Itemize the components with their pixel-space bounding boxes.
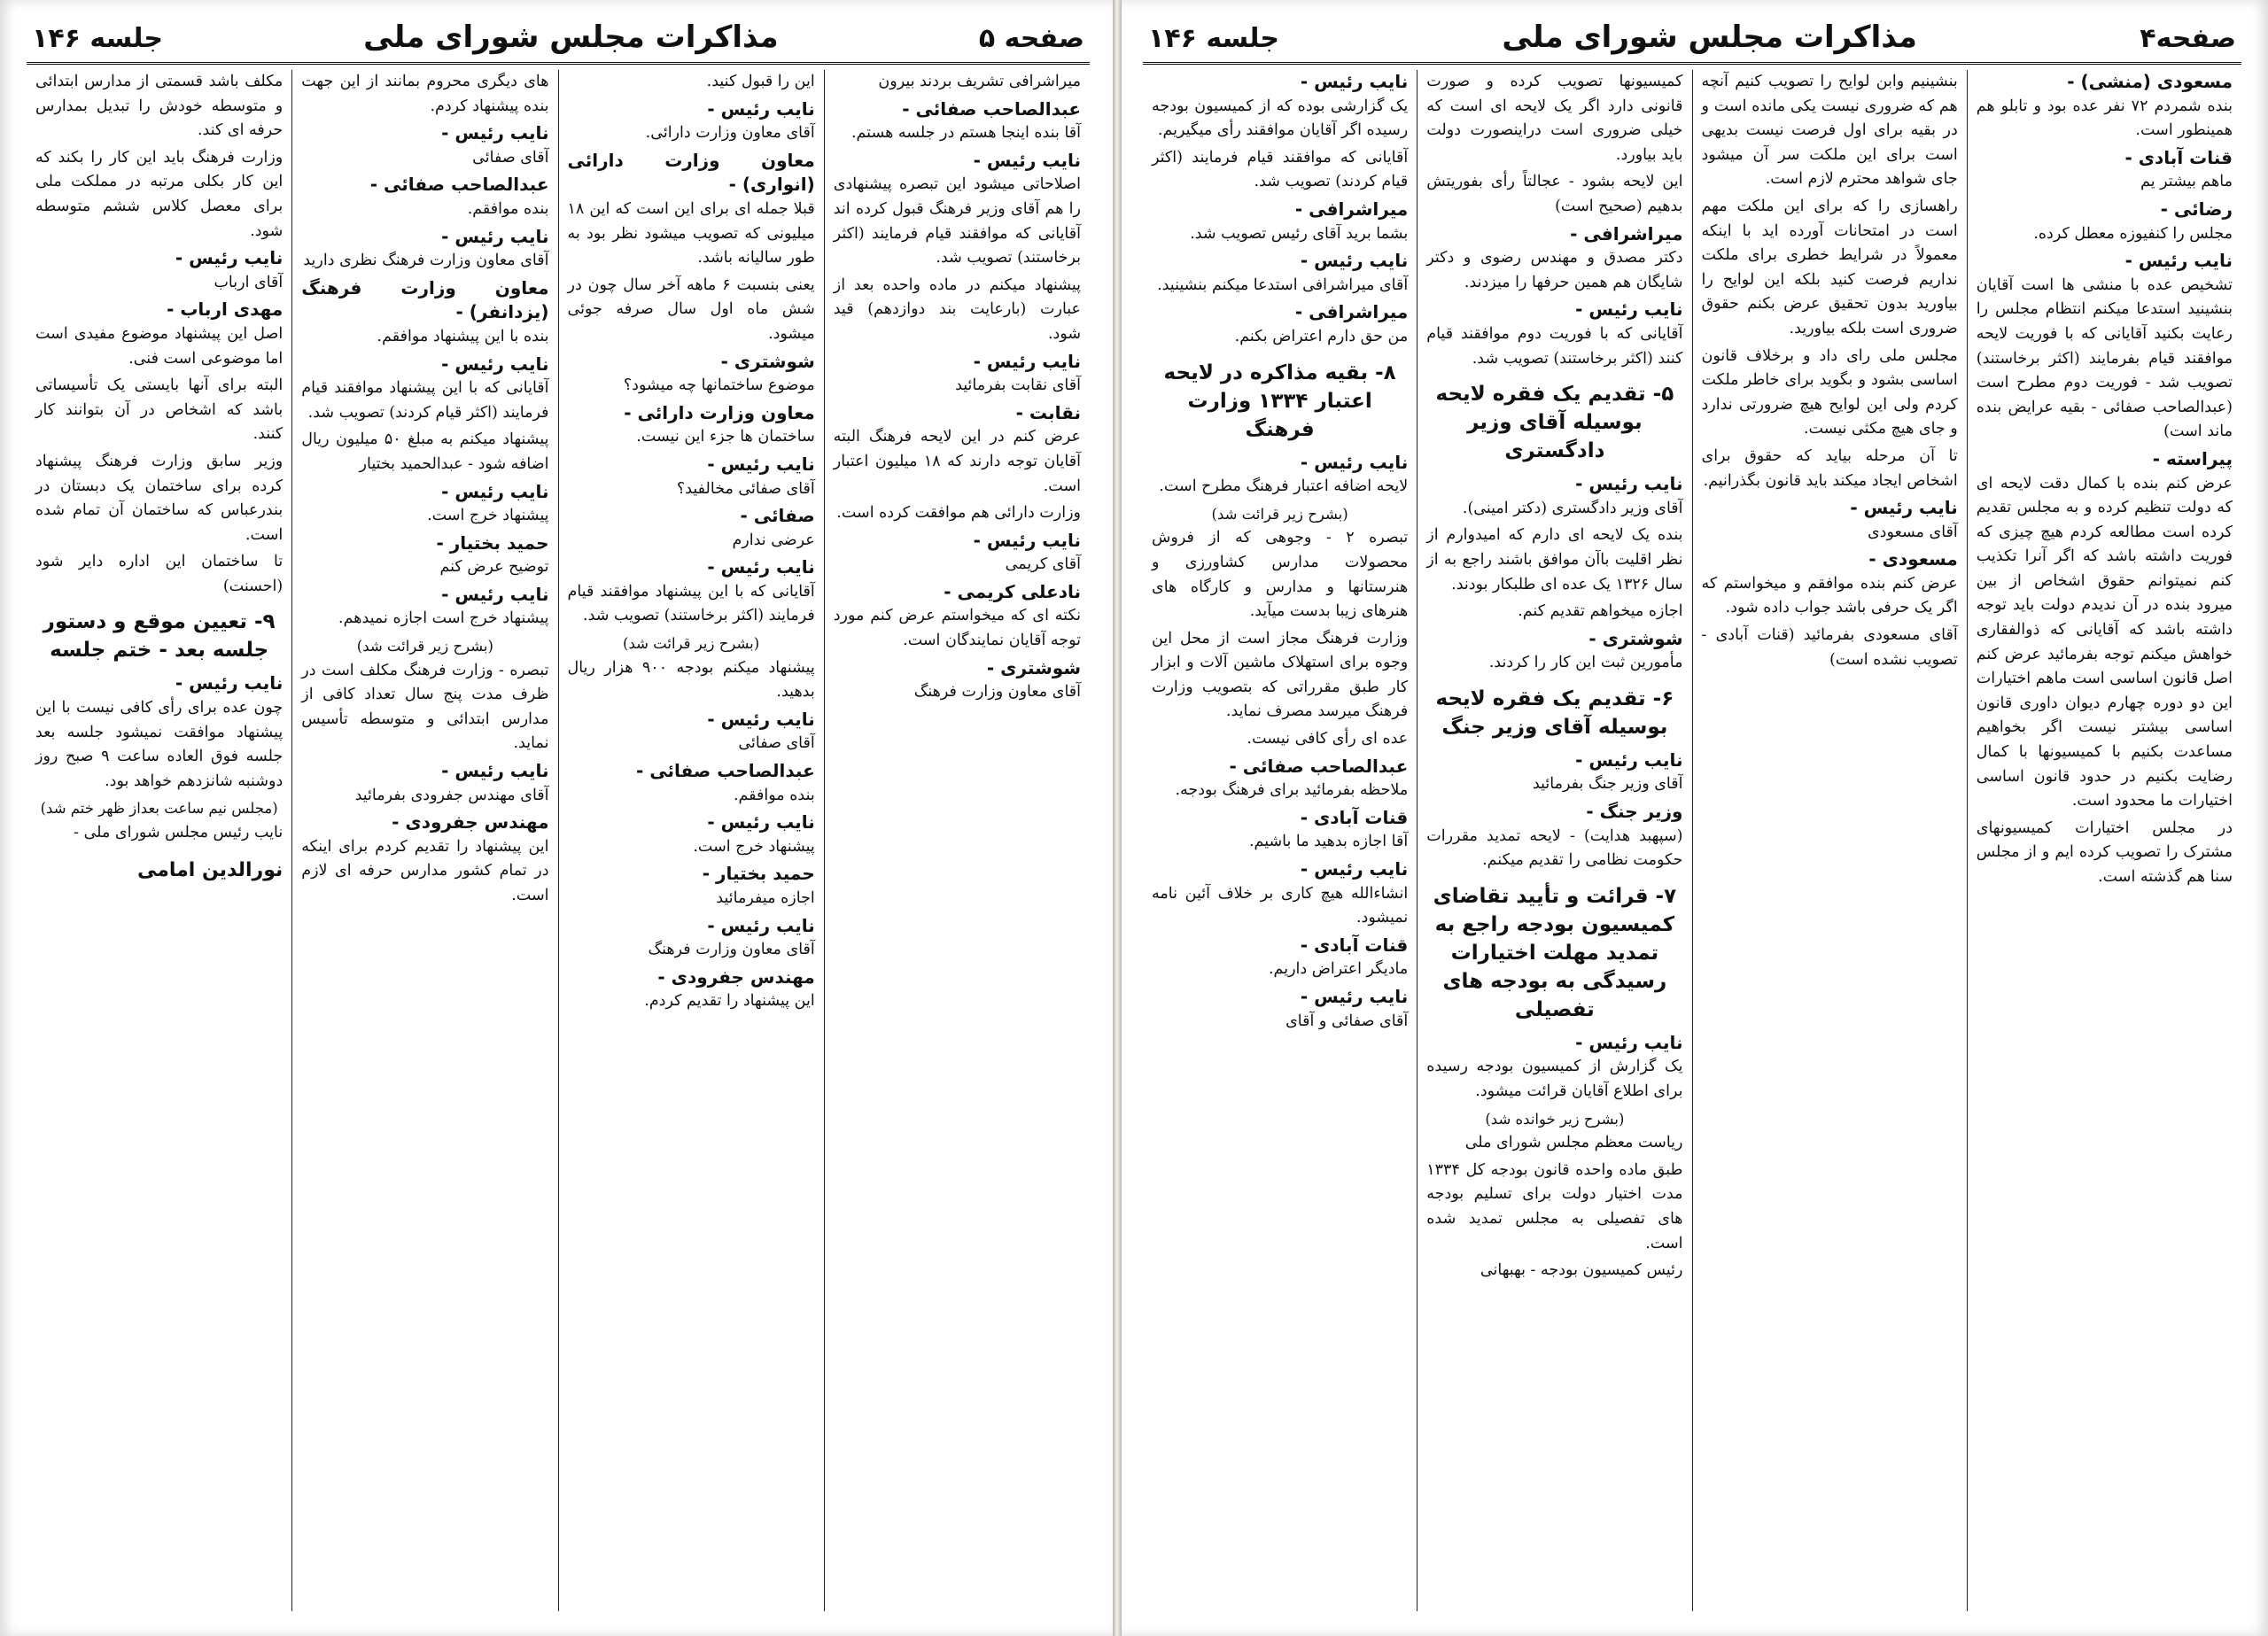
speaker-name: نایب رئیس -: [441, 122, 549, 144]
paragraph: پیشنهاد خرج است.: [693, 837, 815, 856]
paragraph: آقا اجازه بدهید ما باشیم.: [1248, 833, 1409, 851]
speaker-name: نقابت -: [1015, 401, 1081, 423]
paragraph: پیشنهاد میکنم به مبلغ ۵۰ میلیون ریال اضافه شود - عبدالحمید بختیار: [301, 430, 549, 473]
paragraph: های دیگری محروم بمانند از این جهت بنده پیشنهاد کردم.: [301, 73, 549, 115]
speaker-name: نایب رئیس -: [1575, 748, 1683, 771]
paragraph: نکته ای که میخواستم عرض کنم مورد توجه آقایان نمایندگان است.: [833, 607, 1081, 650]
session-number: جلسه ۱۴۶: [1148, 23, 1279, 54]
speaker-name: نایب رئیس -: [973, 529, 1081, 551]
speaker-name: میراشرافی -: [1294, 301, 1409, 323]
speaker-name: نایب رئیس -: [1850, 497, 1958, 519]
speaker-name: نایب رئیس -: [441, 583, 549, 605]
text-column: [824, 70, 1090, 1611]
parenthetical-note: (بشرح زیر قرائت شد): [1211, 505, 1348, 523]
column-group: [1143, 70, 2241, 1611]
paragraph: مأمورین ثبت این کار را کردند.: [1488, 654, 1683, 672]
text-column: [1967, 70, 2241, 1611]
speaker-name: نایب رئیس -: [441, 225, 549, 247]
paragraph: پیشنهاد خرج است.: [427, 507, 549, 525]
paragraph: عده ای رأی کافی نیست.: [1247, 730, 1409, 748]
page-header: [27, 16, 1090, 65]
paragraph: پیشنهاد خرج است اجازه نمیدهم.: [338, 609, 549, 628]
page-title: مذاکرات مجلس شورای ملی: [1502, 19, 1917, 55]
paragraph: آقای مهندس جفرودی بفرمائید: [354, 786, 549, 804]
paragraph: مجلس را کنفیوزه معطل کرده.: [2033, 224, 2233, 243]
paragraph: آقایانی که با این پیشنهاد موافقند قیام فرمایند (اکثر قیام کردند) تصویب شد.: [301, 379, 549, 422]
paragraph: در مجلس اختیارات کمیسیونهای مشترک را تصویب کرده ایم و از مجلس سنا هم گذشته است.: [1976, 818, 2233, 886]
paragraph: آقای معاون وزارت دارائی.: [645, 124, 815, 143]
speaker-name: معاون وزارت فرهنگ (یزدانفر) -: [301, 276, 549, 323]
column-group: [27, 70, 1090, 1611]
paragraph: من حق دارم اعتراض بکنم.: [1234, 327, 1409, 345]
speaker-name: شوشتری -: [720, 350, 815, 372]
paragraph: مادیگر اعتراض داریم.: [1268, 960, 1409, 979]
paragraph: البته برای آنها بایستی یک تأسیساتی باشد که اشخاص در آن بتوانند کار کنند.: [35, 376, 284, 444]
section-heading: ۶- تقدیم یک فقره لایحه بوسیله آقای وزیر جنگ: [1435, 686, 1674, 739]
paragraph: میراشرافی تشریف بردند بیرون: [878, 73, 1081, 90]
paragraph: یک گزارش از کمیسیون بودجه رسیده برای اطلاع آقایان قرائت میشود.: [1426, 1058, 1683, 1101]
paragraph: کمیسیونها تصویب کرده و صورت قانونی دارد اگر یک لایحه ای است که خیلی ضروری است دراینصورت دولت باید بیاورد.: [1426, 73, 1683, 164]
speaker-name: میراشرافی -: [1294, 198, 1409, 220]
paragraph: تبصره ۲ - وجوهی که از فروش محصولات مدارس کشاورزی و هنرستانها و مدارس و کارگاه های هنرهای زیبا بدست میآید.: [1152, 529, 1409, 621]
paragraph: بنده شمردم ۷۲ نفر عده بود و تابلو هم همینطور است.: [1976, 97, 2233, 140]
speaker-name: نایب رئیس -: [973, 149, 1081, 171]
speaker-name: مهدی ارباب -: [167, 299, 284, 321]
paragraph: یک گزارشی بوده که از کمیسیون بودجه رسیده اگر آقایان موافقند رأی میگیریم.: [1152, 97, 1409, 140]
paragraph: تبصره - وزارت فرهنگ مکلف است در ظرف مدت پنج سال تعداد کافی از مدارس ابتدائی و متوسطه تأسیس نماید.: [301, 661, 549, 753]
paragraph: آقای معاون وزارت فرهنگ: [913, 683, 1081, 702]
paragraph: این لایحه بشود - عجالتاً رأی بفوریتش بدهیم (صحیح است): [1426, 173, 1683, 215]
paragraph: وزارت دارائی هم موافقت کرده است.: [836, 504, 1081, 523]
paragraph: ساختمان ها جزء این نیست.: [636, 428, 815, 446]
paragraph: آقای مسعودی: [1867, 523, 1958, 541]
speaker-name: مهندس جفرودی -: [392, 811, 549, 834]
paragraph: ملاحظه بفرمائید برای فرهنگ بودجه.: [1175, 781, 1409, 800]
text-column: [558, 70, 824, 1611]
paragraph: مجلس ملی رای داد و برخلاف قانون اساسی بشود و بگوید برای خاطر ملکت کردم ولی این لوایح هیچ ضرورتی ندارد و جای هیچ مکثی نیست.: [1701, 346, 1958, 438]
paragraph: اصلاحاتی میشود این تبصره پیشنهادی را هم آقای وزیر فرهنگ قبول کرده اند آقایانی که موافقند قیام فرمایند (اکثر برخاستند) تصویب شد.: [833, 175, 1081, 267]
paragraph: آقای معاون وزارت فرهنگ نظری دارید: [303, 252, 549, 270]
section-heading: ۵- تقدیم یک فقره لایحه بوسیله آقای وزیر دادگستری: [1435, 383, 1674, 463]
speaker-name: نایب رئیس -: [1300, 858, 1409, 880]
speaker-name: مهندس جفرودی -: [657, 965, 815, 988]
paragraph: عرض کنم بنده با کمال دقت لایحه ای که دولت تنظیم کرده و به مجلس تقدیم کرده است مطالعه کردم هیچ چیزی که فوریت داشته باشد که اگر آنرا تکذیب کنم نمیتوانم حقوق اشخاص از بین میرود بنده در آن ندیدم دولت باید توجه داشته باشد که آقایانی که ذوالفقاری خواهش میکنم توجه بفرمائید عرض کنم اصل قانون اساسی است ماهم اختیارات این دو دوره چهارم دیوان داوری قانون اساسی بیشتر نیست اگر بخواهیم مساعدت بکنیم با کمیسیونها با کمال رضایت بکنیم در حدود قانون اساسی اختیارات ما محدود است.: [1976, 474, 2233, 810]
paragraph: طبق ماده واحده قانون بودجه کل ۱۳۳۴ مدت اختیار دولت برای تسلیم بودجه های تفصیلی به مجلس تمدید شده است.: [1426, 1160, 1683, 1252]
parenthetical-note: (بشرح زیر قرائت شد): [623, 635, 760, 653]
speaker-name: نایب رئیس -: [1575, 299, 1683, 321]
speaker-name: میراشرافی -: [1570, 222, 1683, 244]
speaker-name: نایب رئیس -: [1575, 473, 1683, 495]
speaker-name: عبدالصاحب صفائی -: [636, 760, 815, 782]
paragraph: عرض کنم در این لایحه فرهنگ البته آقایان توجه دارند که ۱۸ میلیون اعتبار است.: [833, 428, 1081, 495]
speaker-name: نایب رئیس -: [707, 556, 815, 578]
paragraph: آقای کریمی: [1005, 555, 1081, 574]
speaker-name: نایب رئیس -: [707, 811, 815, 834]
paragraph: تا ساختمان این اداره دایر شود (احسنت): [35, 553, 284, 595]
text-column: [1692, 70, 1967, 1611]
paragraph: اصل این پیشنهاد موضوع مفیدی است اما موضوعی است فنی.: [35, 324, 284, 368]
paragraph: عرض کنم بنده موافقم و میخواستم که اگر یک حرفی باشد جواب داده شود.: [1701, 574, 1958, 617]
speaker-name: پیراسته -: [2152, 447, 2233, 469]
speaker-name: قنات آبادی -: [1300, 934, 1409, 956]
paragraph: (سپهبد هدایت) - لایحه تمدید مقررات حکومت نظامی را تقدیم میکنم.: [1426, 826, 1683, 870]
paragraph: قبلا جمله ای برای این است که این ۱۸ میلیونی که تصویب میشود نظر بود به طور سالیانه باشد.: [567, 199, 815, 267]
paragraph: آقای وزیر دادگستری (دکتر امینی).: [1462, 499, 1683, 517]
paragraph: آقای نقابت بفرمائید: [955, 376, 1081, 395]
speaker-name: عبدالصاحب صفائی -: [1229, 755, 1409, 777]
page-left: [0, 0, 1116, 1636]
signature-name: نورالدین امامی: [137, 858, 284, 881]
page-right: [1116, 0, 2268, 1636]
speaker-name: معاون وزارت دارائی -: [624, 401, 815, 423]
speaker-name: نایب رئیس -: [1300, 986, 1409, 1007]
speaker-name: قنات آبادی -: [2124, 146, 2233, 168]
paragraph: وزارت فرهنگ باید این کار را بکند که این کار بکلی مرتبه در مملکت ملی برای معصل کلاس ششم متوسطه شود.: [35, 148, 284, 240]
text-column: [1417, 70, 1691, 1611]
speaker-name: حمید بختیار -: [702, 863, 815, 885]
text-column: [1143, 70, 1417, 1611]
paragraph: تشخیص عده با منشی ها است آقایان بنشینید استدعا میکنم انتظام مجلس را رعایت بکنید آقایانی که با فوریت لایحه موافقند قیام بفرمایند (اکثر برخاستند) تصویب شد - فوریت دوم مطرح است (عبدالصاحب صفائی - بقیه عرایض بنده ماند است): [1976, 275, 2233, 441]
paragraph: مکلف باشد قسمتی از مدارس ابتدائی و متوسطه خودش را تبدیل بمدارس حرفه ای کند.: [35, 73, 284, 140]
paragraph: این پیشنهاد را تقدیم کردم.: [644, 992, 815, 1011]
paragraph: بنده یک لایحه ای دارم که امیدوارم از نظر اقلیت باآن موافق باشند راجع به از سال ۱۳۲۶ یک عده ای طلبکار بودند.: [1426, 526, 1683, 593]
paragraph: آقای صفائی مخالفید؟: [676, 479, 815, 498]
parenthetical-note: (مجلس نیم ساعت بعداز ظهر ختم شد): [40, 800, 278, 818]
speaker-name: رضائی -: [2160, 198, 2233, 220]
speaker-name: نایب رئیس -: [707, 914, 815, 936]
speaker-name: نایب رئیس -: [441, 353, 549, 375]
paragraph: وزیر سابق وزارت فرهنگ پیشنهاد کرده برای ساختمان یک دبستان در بندرعباس که ساختمان آن تمام شده است.: [35, 452, 284, 544]
paragraph: عرضی ندارم: [732, 531, 815, 549]
paragraph: لایحه اضافه اعتبار فرهنگ مطرح است.: [1159, 477, 1409, 496]
paragraph: یعنی بنسبت ۶ ماهه آخر سال چون در شش ماه اول سال صرفه جوئی میشود.: [567, 275, 815, 343]
speaker-name: نایب رئیس -: [2124, 250, 2233, 272]
page-title: مذاکرات مجلس شورای ملی: [363, 19, 779, 55]
speaker-name: مسعودی -: [1868, 548, 1958, 570]
paragraph: آقا بنده اینجا هستم در جلسه هستم.: [850, 124, 1081, 143]
paragraph: بنده با این پیشنهاد موافقم.: [377, 327, 549, 345]
paragraph: وزارت فرهنگ مجاز است از محل این وجوه برای استهلاک ماشین آلات و ابزار کار طبق مقرراتی که بتصویب وزارت فرهنگ میرسد مصرف نماید.: [1152, 629, 1409, 721]
paragraph: راهسازی را که برای این ملکت مهم است در امتحانات آورده اید با اینکه معمولاً در شرایط خطری برای ملکت نداریم فرصت کنید بلکه این لوایح را بیاورید بدون تحقیق عرض بکنم حقوق ضروری است بلکه بیاورید.: [1701, 197, 1958, 337]
paragraph: پیشنهاد میکنم در ماده واحده بعد از عبارت (بارعایت بند دوازدهم) قید شود.: [833, 275, 1081, 343]
paragraph: آقایانی که با این پیشنهاد موافقند قیام فرمایند (اکثر برخاستند) تصویب شد.: [567, 582, 815, 625]
paragraph: اجازه میخواهم تقدیم کنم.: [1518, 602, 1683, 621]
paragraph: نایب رئیس مجلس شورای ملی -: [74, 824, 284, 842]
speaker-name: شوشتری -: [1588, 627, 1683, 649]
parenthetical-note: (بشرح زیر خوانده شد): [1485, 1110, 1625, 1128]
speaker-name: نایب رئیس -: [1300, 451, 1409, 473]
paragraph: رئیس کمیسیون بودجه - بهبهانی: [1480, 1261, 1683, 1280]
paragraph: آقای میراشرافی استدعا میکنم بنشینید.: [1157, 275, 1409, 294]
page-header: [1143, 16, 2241, 65]
paragraph: ریاست معظم مجلس شورای ملی: [1464, 1134, 1683, 1152]
speaker-name: شوشتری -: [986, 656, 1081, 678]
paragraph: آقای صفائی: [738, 734, 815, 753]
paragraph: چون عده برای رأی کافی نیست با این پیشنهاد موافقت نمیشود جلسه بعد جلسه فوق العاده ساعت ۹ صبح روز دوشنبه شانزدهم خواهد بود.: [35, 699, 284, 790]
paragraph: آقای مسعودی بفرمائید (قنات آبادی - تصویب نشده است): [1701, 626, 1958, 669]
paragraph: تا آن مرحله بیاید که حقوق برای اشخاص ایجاد میکند باید قانون بگذرانیم.: [1701, 446, 1958, 490]
speaker-name: نایب رئیس -: [175, 672, 284, 694]
paragraph: موضوع ساختمانها چه میشود؟: [623, 376, 815, 395]
paragraph: بنشینیم وابن لوایح را تصویب کنیم آنچه هم که ضروری نیست یکی مانده است و در بقیه برای اول فرصت نیست بدیهی است برای این ملکت سر آن میشود جای شواهد محترم لازم است.: [1701, 73, 1958, 189]
speaker-name: نایب رئیس -: [707, 97, 815, 120]
paragraph: دکتر مصدق و مهندس رضوی و دکتر شایگان هم همین حرفها را میزدند.: [1426, 249, 1683, 291]
paragraph: ماهم بیشتر یم: [2140, 173, 2233, 191]
speaker-name: نایب رئیس -: [1300, 250, 1409, 272]
section-heading: ۷- قرائت و تأیید تقاضای کمیسیون بودجه راجع به تمدید مهلت اختیارات رسیدگی به بودجه های تفصیلی: [1433, 884, 1677, 1021]
speaker-name: نایب رئیس -: [707, 708, 815, 730]
speaker-name: نایب رئیس -: [175, 247, 284, 269]
paragraph: پیشنهاد میکنم بودجه ۹۰۰ هزار ریال بدهید.: [567, 658, 815, 702]
page-label: صفحه ۵: [978, 23, 1084, 54]
text-column: [291, 70, 557, 1611]
paragraph: این را قبول کنید.: [706, 73, 815, 90]
parenthetical-note: (بشرح زیر قرائت شد): [356, 638, 493, 655]
speaker-name: نایب رئیس -: [1575, 1031, 1683, 1053]
speaker-name: نایب رئیس -: [973, 350, 1081, 372]
paragraph: آقای وزیر جنگ بفرمائید: [1532, 775, 1683, 794]
paragraph: آقای ارباب: [214, 273, 284, 291]
page-label: صفحه۴: [2140, 23, 2236, 54]
speaker-name: مسعودی (منشی) -: [2067, 71, 2233, 92]
binding-gutter: [1113, 0, 1122, 1636]
text-column: [27, 70, 291, 1611]
speaker-name: قنات آبادی -: [1300, 806, 1409, 828]
section-heading: ۹- تعیین موقع و دستور جلسه بعد - ختم جلسه: [43, 610, 276, 663]
paragraph: آقایانی که موافقند قیام فرمایند (اکثر قیام کردند) تصویب شد.: [1152, 148, 1409, 191]
paragraph: آقای معاون وزارت فرهنگ: [648, 941, 815, 959]
speaker-name: حمید بختیار -: [436, 531, 549, 554]
speaker-name: نایب رئیس -: [1300, 71, 1409, 92]
paragraph: انشاءالله هیچ کاری بر خلاف آئین نامه نمیشود.: [1152, 884, 1409, 927]
paragraph: بنده موافقم.: [467, 199, 549, 218]
paragraph: بشما برید آقای رئیس تصویب شد.: [1190, 224, 1409, 243]
section-heading: ۸- بقیه مذاکره در لایحه اعتبار ۱۳۳۴ وزارت فرهنگ: [1163, 361, 1396, 441]
paragraph: آقایانی که با فوریت دوم موافقند قیام کنند (اکثر برخاستند) تصویب شد.: [1426, 324, 1683, 368]
speaker-name: نادعلی کریمی -: [944, 580, 1081, 602]
paragraph: اجازه میفرمائید: [716, 889, 815, 907]
speaker-name: وزیر جنگ -: [1586, 801, 1683, 823]
speaker-name: معاون وزارت دارائی (انواری) -: [567, 149, 815, 196]
paragraph: آقای صفائی: [472, 148, 549, 167]
paragraph: آقای صفائی و آقای: [1285, 1012, 1409, 1030]
speaker-name: نایب رئیس -: [707, 453, 815, 475]
paragraph: بنده موافقم.: [733, 786, 815, 804]
speaker-name: نایب رئیس -: [441, 760, 549, 782]
paragraph: توضیح عرض کنم: [439, 558, 549, 577]
speaker-name: صفائی -: [740, 505, 815, 527]
speaker-name: عبدالصاحب صفائی -: [369, 174, 549, 196]
session-number: جلسه ۱۴۶: [32, 23, 163, 54]
speaker-name: نایب رئیس -: [441, 480, 549, 502]
speaker-name: عبدالصاحب صفائی -: [902, 97, 1081, 120]
paragraph: این پیشنهاد را تقدیم کردم برای اینکه در تمام کشور مدارس حرفه ای لازم است.: [301, 837, 549, 904]
